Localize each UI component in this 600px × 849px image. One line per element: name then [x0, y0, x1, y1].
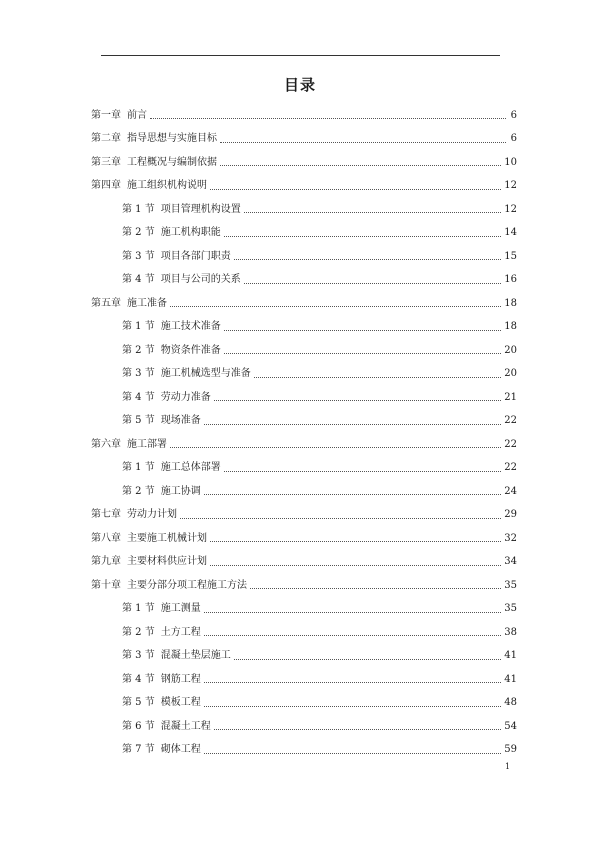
toc-entry-number: 第 4 节 [122, 391, 155, 403]
dot-leader [204, 612, 502, 613]
toc-section-entry[interactable] [0, 198, 600, 222]
toc-entry-page: 22 [504, 415, 517, 427]
toc-section-entry[interactable] [0, 316, 600, 340]
dot-leader [170, 447, 501, 448]
dot-leader [224, 471, 502, 472]
toc-entry-label [122, 415, 201, 427]
toc-entry-page: 10 [504, 156, 517, 168]
toc-section-entry[interactable] [0, 386, 600, 410]
toc-section-entry[interactable] [0, 715, 600, 739]
toc-chapter-entry[interactable] [0, 527, 600, 551]
dot-leader [204, 494, 502, 495]
toc-entry-label [91, 533, 207, 545]
toc-entry-text: 施工机构职能 [160, 227, 221, 239]
toc-entry-label [122, 627, 201, 639]
toc-entry-page: 54 [504, 720, 517, 732]
dot-leader [244, 283, 502, 284]
toc-entry-text: 指导思想与实施目标 [127, 133, 217, 145]
toc-entry-page: 32 [504, 532, 517, 544]
toc-chapter-entry[interactable] [0, 151, 600, 175]
toc-entry-page: 18 [504, 321, 517, 333]
toc-section-entry[interactable] [0, 692, 600, 716]
toc-entry-text: 砌体工程 [160, 744, 201, 756]
toc-entry-text: 主要材料供应计划 [127, 556, 207, 568]
header-rule [101, 55, 500, 56]
toc-entry-number: 第 4 节 [122, 673, 155, 685]
toc-entry-text: 项目各部门职责 [160, 250, 231, 262]
dot-leader [204, 424, 502, 425]
toc-entry-label [122, 392, 211, 404]
toc-chapter-entry[interactable] [0, 574, 600, 598]
toc-chapter-entry[interactable] [0, 104, 600, 128]
toc-entry-label [122, 204, 241, 216]
toc-entry-label [91, 180, 207, 192]
toc-entry-label [91, 556, 207, 568]
toc-section-entry[interactable] [0, 457, 600, 481]
toc-entry-label [122, 603, 201, 615]
toc-section-entry[interactable] [0, 480, 600, 504]
toc-entry-number: 第二章 [91, 133, 121, 145]
toc-entry-page: 6 [510, 109, 517, 121]
toc-entry-number: 第 7 节 [122, 744, 155, 756]
toc-entry-text: 主要施工机械计划 [127, 532, 207, 544]
toc-entry-label [91, 509, 177, 521]
toc-entry-text: 钢筋工程 [160, 673, 201, 685]
toc-entry-number: 第六章 [91, 438, 121, 450]
toc-entry-number: 第 2 节 [122, 227, 155, 239]
toc-section-entry[interactable] [0, 739, 600, 763]
dot-leader [150, 118, 506, 119]
toc-entry-label [91, 439, 167, 451]
toc-chapter-entry[interactable] [0, 551, 600, 575]
toc-chapter-entry[interactable] [0, 504, 600, 528]
toc-entry-number: 第 2 节 [122, 485, 155, 497]
toc-entry-text: 施工准备 [127, 297, 167, 309]
toc-entry-page: 41 [504, 650, 517, 662]
toc-entry-page: 24 [504, 485, 517, 497]
toc-entry-page: 59 [504, 744, 517, 756]
toc-entry-label [122, 744, 201, 756]
dot-leader [210, 189, 501, 190]
toc-entry-page: 48 [504, 697, 517, 709]
page-title: 目录 [283, 76, 316, 94]
toc-entry-text: 混凝土垫层施工 [160, 650, 231, 662]
toc-entry-page: 21 [504, 391, 517, 403]
toc-chapter-entry[interactable] [0, 433, 600, 457]
toc-entry-text: 项目与公司的关系 [160, 274, 241, 286]
dot-leader [234, 259, 502, 260]
toc-section-entry[interactable] [0, 410, 600, 434]
toc-entry-page: 35 [504, 603, 517, 615]
toc-entry-text: 物资条件准备 [160, 344, 221, 356]
toc-entry-label [122, 462, 221, 474]
toc-entry-label [122, 650, 231, 662]
toc-entry-text: 现场准备 [160, 415, 201, 427]
toc-entry-page: 6 [510, 133, 517, 145]
toc-entry-text: 前言 [127, 109, 147, 121]
toc-entry-number: 第 1 节 [122, 321, 155, 333]
toc-entry-text: 施工总体部署 [160, 462, 221, 474]
toc-entry-text: 模板工程 [160, 697, 201, 709]
toc-entry-page: 12 [504, 180, 517, 192]
toc-entry-page: 15 [504, 250, 517, 262]
toc-entry-number: 第 2 节 [122, 344, 155, 356]
dot-leader [224, 330, 502, 331]
toc-entry-page: 22 [504, 462, 517, 474]
toc-entry-number: 第 1 节 [122, 462, 155, 474]
toc-entry-label [122, 274, 241, 286]
toc-entry-number: 第 4 节 [122, 274, 155, 286]
toc-entry-text: 土方工程 [160, 626, 201, 638]
toc-entry-label [122, 251, 231, 263]
toc-entry-page: 20 [504, 368, 517, 380]
toc-section-entry[interactable] [0, 339, 600, 363]
toc-chapter-entry[interactable] [0, 175, 600, 199]
dot-leader [244, 212, 502, 213]
dot-leader [254, 377, 502, 378]
toc-chapter-entry[interactable] [0, 292, 600, 316]
toc-entry-label [122, 227, 221, 239]
dot-leader [250, 588, 501, 589]
toc-entry-number: 第九章 [91, 556, 121, 568]
toc-entry-label [122, 697, 201, 709]
toc-entry-number: 第 3 节 [122, 650, 155, 662]
toc-entry-text: 混凝土工程 [160, 720, 211, 732]
dot-leader [234, 659, 502, 660]
dot-leader [210, 541, 501, 542]
toc-entry-number: 第 3 节 [122, 250, 155, 262]
toc-entry-label [91, 110, 147, 122]
toc-entry-number: 第 1 节 [122, 603, 155, 615]
toc-section-entry[interactable] [0, 645, 600, 669]
toc-entry-page: 20 [504, 344, 517, 356]
toc-entry-text: 主要分部分项工程施工方法 [127, 579, 247, 591]
toc-entry-number: 第三章 [91, 156, 121, 168]
toc-entry-label [122, 721, 211, 733]
toc-entry-label [91, 580, 247, 592]
toc-entry-text: 施工测量 [160, 603, 201, 615]
toc-entry-number: 第 5 节 [122, 697, 155, 709]
toc-section-entry[interactable] [0, 598, 600, 622]
toc-entry-text: 施工部署 [127, 438, 167, 450]
toc-entry-page: 12 [504, 203, 517, 215]
dot-leader [224, 353, 502, 354]
toc-entry-number: 第 1 节 [122, 203, 155, 215]
dot-leader [214, 400, 502, 401]
dot-leader [220, 165, 501, 166]
toc-entry-number: 第 6 节 [122, 720, 155, 732]
toc-entry-number: 第八章 [91, 532, 121, 544]
dot-leader [214, 729, 502, 730]
toc-entry-text: 施工协调 [160, 485, 201, 497]
toc-entry-text: 劳动力准备 [160, 391, 211, 403]
toc-entry-text: 施工技术准备 [160, 321, 221, 333]
toc-entry-page: 41 [504, 673, 517, 685]
dot-leader [220, 142, 506, 143]
toc-entry-page: 34 [504, 556, 517, 568]
dot-leader [224, 236, 502, 237]
toc-entry-label [122, 321, 221, 333]
toc-entry-page: 38 [504, 626, 517, 638]
toc-entry-text: 劳动力计划 [127, 509, 177, 521]
toc-section-entry[interactable] [0, 222, 600, 246]
toc-entry-number: 第四章 [91, 180, 121, 192]
toc-entry-text: 项目管理机构设置 [160, 203, 241, 215]
toc-entry-label [91, 157, 217, 169]
toc-section-entry[interactable] [0, 621, 600, 645]
toc-entry-page: 35 [504, 579, 517, 591]
toc-entry-label [91, 298, 167, 310]
toc-entry-number: 第一章 [91, 109, 121, 121]
dot-leader [204, 753, 502, 754]
toc-entry-label [122, 345, 221, 357]
dot-leader [204, 635, 502, 636]
toc-entry-label [122, 674, 201, 686]
footer-page-number: 1 [505, 762, 511, 771]
toc-entry-text: 施工机械选型与准备 [160, 368, 251, 380]
toc-entry-number: 第五章 [91, 297, 121, 309]
toc-entry-text: 施工组织机构说明 [127, 180, 207, 192]
toc-entry-number: 第 3 节 [122, 368, 155, 380]
toc-entry-number: 第十章 [91, 579, 121, 591]
toc-entry-label [91, 133, 217, 145]
toc-section-entry[interactable] [0, 363, 600, 387]
toc-chapter-entry[interactable] [0, 128, 600, 152]
toc-section-entry[interactable] [0, 668, 600, 692]
dot-leader [210, 565, 501, 566]
toc-entry-page: 16 [504, 274, 517, 286]
toc-entry-page: 22 [504, 438, 517, 450]
toc-entry-number: 第 5 节 [122, 415, 155, 427]
toc-entry-label [122, 486, 201, 498]
toc-entry-label [122, 368, 251, 380]
table-of-contents [0, 104, 600, 762]
dot-leader [204, 706, 502, 707]
toc-section-entry[interactable] [0, 269, 600, 293]
toc-entry-number: 第 2 节 [122, 626, 155, 638]
dot-leader [170, 306, 501, 307]
dot-leader [180, 518, 501, 519]
toc-entry-number: 第七章 [91, 509, 121, 521]
toc-entry-page: 14 [504, 227, 517, 239]
toc-section-entry[interactable] [0, 245, 600, 269]
dot-leader [204, 682, 502, 683]
toc-entry-page: 18 [504, 297, 517, 309]
toc-entry-page: 29 [504, 509, 517, 521]
toc-entry-text: 工程概况与编制依据 [127, 156, 217, 168]
